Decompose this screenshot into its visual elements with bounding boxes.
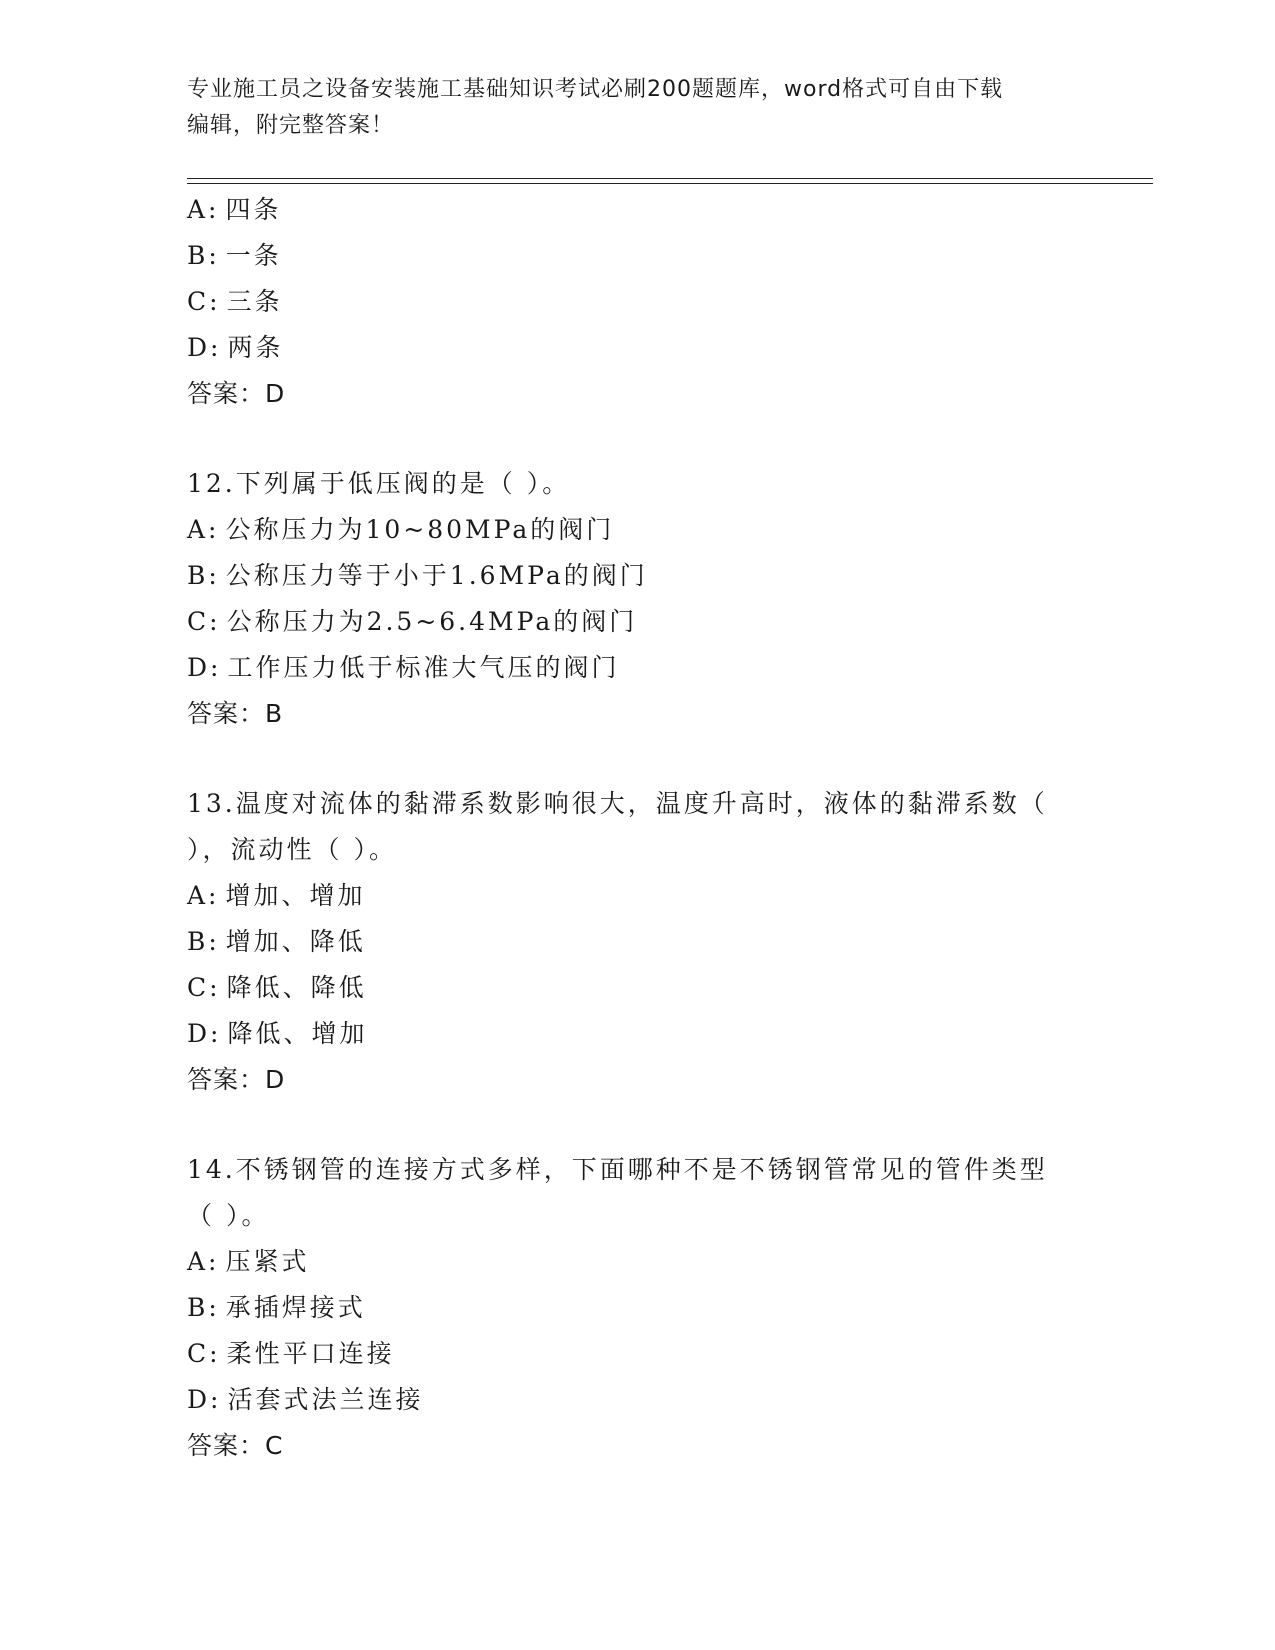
- option-c: [187, 965, 1087, 1011]
- option-text: 两条: [227, 333, 284, 362]
- option-a: [187, 1239, 1087, 1285]
- option-b: [187, 1285, 1087, 1331]
- answer-line: 答案：C: [187, 1431, 284, 1460]
- option-text: 柔性平口连接: [226, 1339, 395, 1368]
- option-text: 公称压力等于小于1.6MPa的阀门: [225, 561, 648, 590]
- option-label: D:: [187, 333, 222, 362]
- option-d: [187, 325, 1087, 371]
- option-text: 承插焊接式: [225, 1293, 366, 1322]
- option-label: B:: [187, 927, 220, 956]
- option-d: [187, 645, 1087, 691]
- option-label: A:: [187, 515, 220, 544]
- option-d: [187, 1011, 1087, 1057]
- option-label: D:: [187, 653, 222, 682]
- option-text: 降低、降低: [226, 973, 367, 1002]
- header-title-line-1: 专业施工员之设备安装施工基础知识考试必刷200题题库，word格式可自由下载: [187, 77, 1004, 102]
- question-block-12: [187, 461, 1087, 737]
- option-label: A:: [187, 1247, 220, 1276]
- answer-line: 答案：D: [187, 379, 286, 408]
- option-c: [187, 279, 1087, 325]
- question-list: [187, 187, 1087, 1469]
- question-text-line-2: （ ）。: [187, 1201, 270, 1230]
- header-divider-bottom: [187, 183, 1153, 184]
- option-label: A:: [187, 881, 220, 910]
- option-b: [187, 919, 1087, 965]
- option-text: 压紧式: [225, 1247, 310, 1276]
- option-label: C:: [187, 287, 221, 316]
- option-a: [187, 187, 1087, 233]
- question-text-line-1: 13.温度对流体的黏滞系数影响很大，温度升高时，液体的黏滞系数（: [187, 789, 1048, 818]
- option-text: 工作压力低于标准大气压的阀门: [227, 653, 620, 682]
- question-text: 12.下列属于低压阀的是（ ）。: [187, 469, 571, 498]
- option-label: D:: [187, 1019, 222, 1048]
- option-text: 增加、降低: [225, 927, 366, 956]
- option-label: A:: [187, 195, 220, 224]
- option-text: 降低、增加: [227, 1019, 368, 1048]
- spacer: [187, 737, 1087, 781]
- option-text: 公称压力为2.5~6.4MPa的阀门: [226, 607, 638, 636]
- option-text: 三条: [226, 287, 283, 316]
- option-label: D:: [187, 1385, 222, 1414]
- option-text: 活套式法兰连接: [227, 1385, 424, 1414]
- option-label: B:: [187, 1293, 220, 1322]
- option-d: [187, 1377, 1087, 1423]
- answer-line: 答案：B: [187, 699, 284, 728]
- option-c: [187, 599, 1087, 645]
- spacer: [187, 417, 1087, 461]
- document-header: [187, 72, 1067, 144]
- option-a: [187, 873, 1087, 919]
- header-title-line-2: 编辑，附完整答案！: [187, 113, 395, 138]
- question-block-13: [187, 781, 1087, 1103]
- question-block-14: [187, 1147, 1087, 1469]
- option-text: 公称压力为10~80MPa的阀门: [225, 515, 615, 544]
- question-text-line-1: 14.不锈钢管的连接方式多样，下面哪种不是不锈钢管常见的管件类型: [187, 1155, 1048, 1184]
- option-label: B:: [187, 561, 220, 590]
- question-text-line-2: ），流动性（ ）。: [187, 835, 397, 864]
- option-label: C:: [187, 973, 221, 1002]
- option-label: C:: [187, 1339, 221, 1368]
- option-b: [187, 553, 1087, 599]
- option-label: C:: [187, 607, 221, 636]
- question-block-11: [187, 187, 1087, 417]
- option-label: B:: [187, 241, 220, 270]
- option-text: 增加、增加: [225, 881, 366, 910]
- header-divider-top: [187, 178, 1153, 179]
- option-a: [187, 507, 1087, 553]
- option-b: [187, 233, 1087, 279]
- spacer: [187, 1103, 1087, 1147]
- option-text: 一条: [225, 241, 282, 270]
- option-c: [187, 1331, 1087, 1377]
- option-text: 四条: [225, 195, 282, 224]
- answer-line: 答案：D: [187, 1065, 286, 1094]
